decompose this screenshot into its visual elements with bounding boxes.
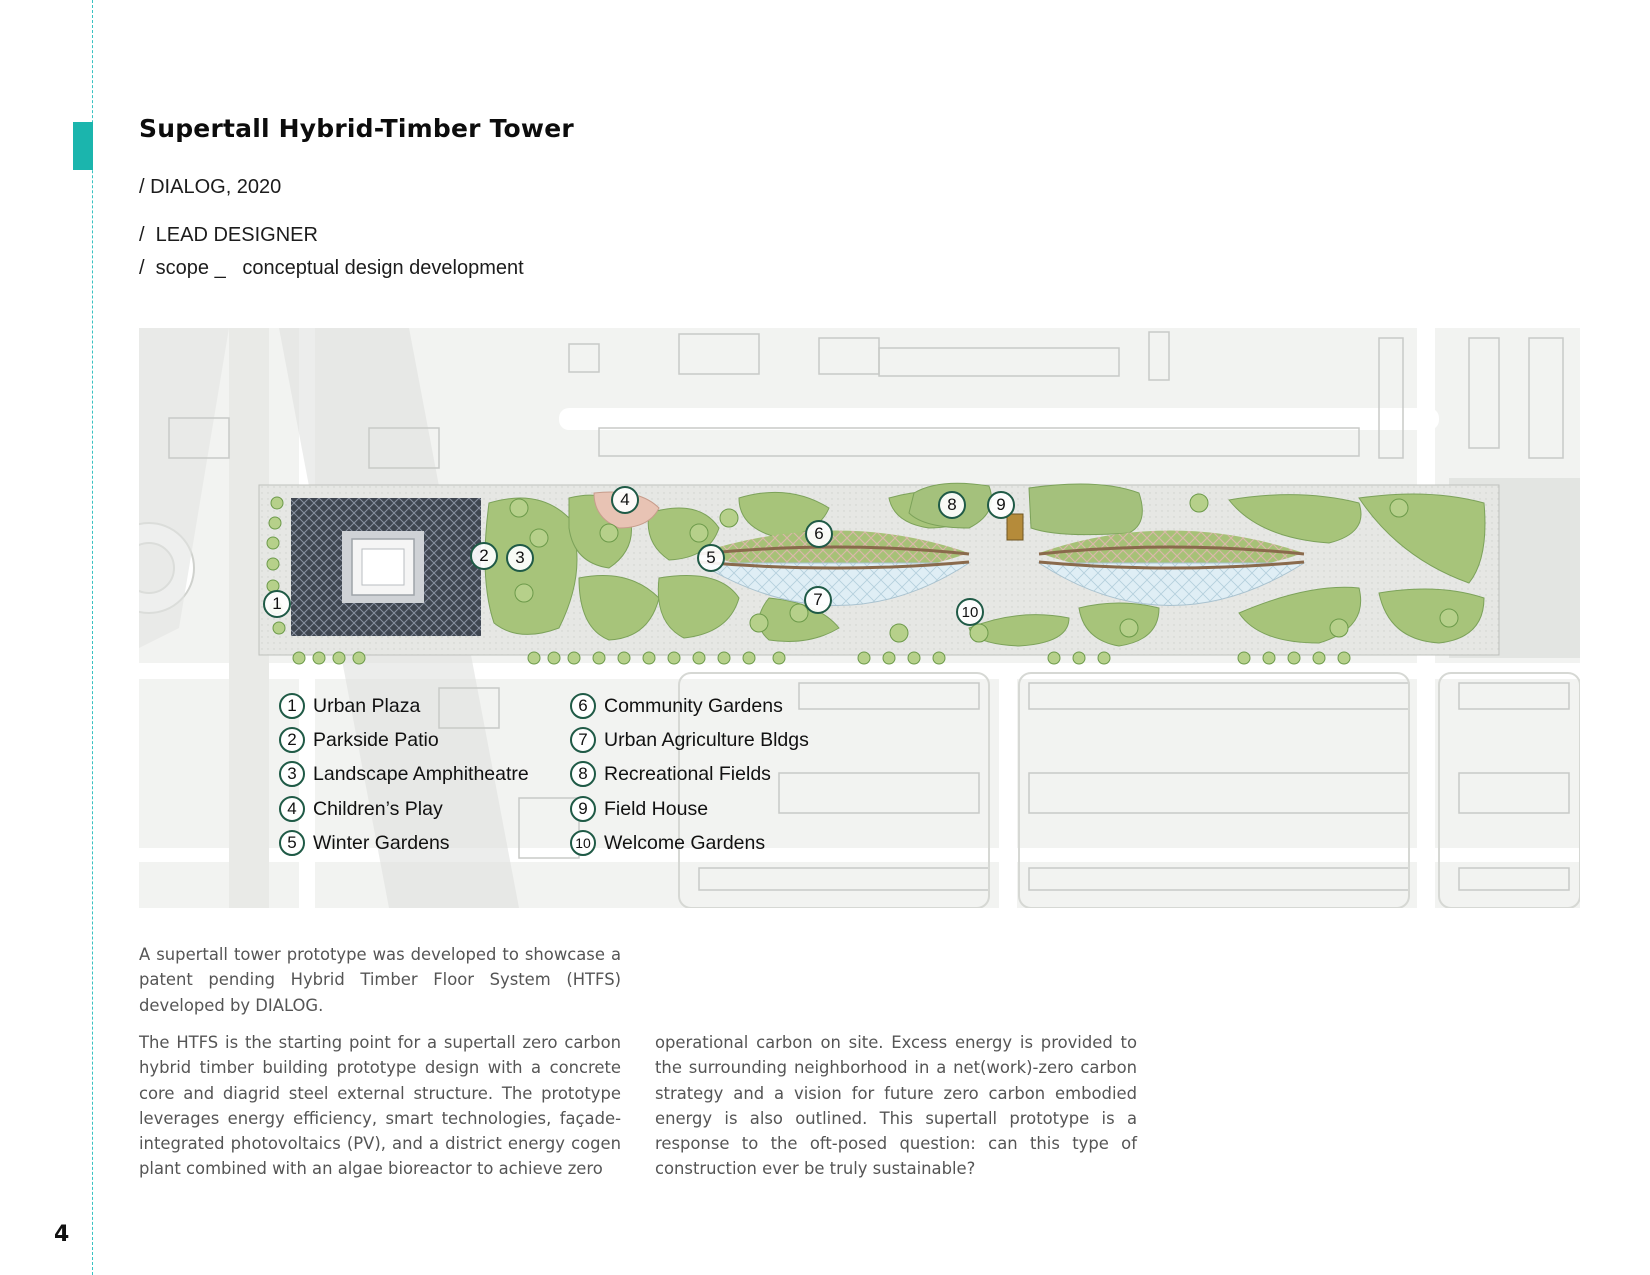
legend-number: 6 — [570, 693, 596, 719]
plan-marker-6: 6 — [805, 520, 833, 548]
legend-label: Recreational Fields — [604, 762, 771, 785]
legend-item — [570, 829, 765, 857]
legend-label: Winter Gardens — [313, 831, 450, 854]
legend-number: 2 — [279, 727, 305, 753]
plan-marker-7: 7 — [804, 586, 832, 614]
legend-number: 7 — [570, 727, 596, 753]
plan-marker-2: 2 — [470, 542, 498, 570]
legend-item — [279, 726, 439, 754]
body-column-2: operational carbon on site. Excess energy is provided to the surrounding neighborhood in a net(work)-zero carbon strategy and a vision for future zero carbon embodied energy is also outlined. This supertall prototype is a response to the oft-posed question: can this type of construction ever be truly sustainable? — [655, 1033, 1137, 1179]
legend-label: Parkside Patio — [313, 728, 439, 751]
legend-item — [570, 726, 809, 754]
legend-label: Urban Plaza — [313, 694, 421, 717]
legend-label: Landscape Amphitheatre — [313, 762, 529, 785]
margin-guide-line — [92, 0, 93, 1275]
body-column-1: The HTFS is the starting point for a supertall zero carbon hybrid timber building prototype design with a concrete core and diagrid steel external structure. The prototype leverages energy efficiency, smart technologies, façade-integrated photovoltaics (PV), and a district energy cogen plant combined with an algae bioreactor to achieve zero — [139, 1033, 621, 1179]
legend-label: Urban Agriculture Bldgs — [604, 728, 809, 751]
legend-item — [279, 760, 529, 788]
plan-marker-9: 9 — [987, 491, 1015, 519]
plan-marker-10: 10 — [956, 598, 984, 626]
legend-number: 8 — [570, 761, 596, 787]
legend-number: 10 — [570, 830, 596, 856]
legend-label: Community Gardens — [604, 694, 783, 717]
firm-year: / DIALOG, 2020 — [139, 176, 282, 198]
legend-item — [279, 795, 443, 823]
legend-label: Welcome Gardens — [604, 831, 766, 854]
legend-item — [570, 692, 783, 720]
legend-label: Children’s Play — [313, 797, 443, 820]
intro-paragraph: A supertall tower prototype was developed to showcase a patent pending Hybrid Timber Floor System (HTFS) developed by DIALOG. — [139, 945, 621, 1015]
legend-number: 9 — [570, 796, 596, 822]
page-title: Supertall Hybrid-Timber Tower — [139, 114, 574, 143]
scope: / scope _ conceptual design development — [139, 257, 524, 279]
legend-number: 3 — [279, 761, 305, 787]
accent-bar — [73, 122, 93, 170]
legend-item — [279, 829, 450, 857]
plan-marker-4: 4 — [611, 486, 639, 514]
role: / LEAD DESIGNER — [139, 224, 318, 246]
legend-number: 5 — [279, 830, 305, 856]
legend-item — [570, 795, 708, 823]
legend-number: 1 — [279, 693, 305, 719]
legend-item — [279, 692, 420, 720]
page-number: 4 — [54, 1222, 70, 1247]
plan-marker-5: 5 — [697, 544, 725, 572]
legend-number: 4 — [279, 796, 305, 822]
legend-label: Field House — [604, 797, 709, 820]
site-plan — [139, 328, 1580, 908]
plan-marker-1: 1 — [263, 590, 291, 618]
plan-marker-8: 8 — [938, 491, 966, 519]
legend-item — [570, 760, 771, 788]
plan-marker-3: 3 — [506, 544, 534, 572]
